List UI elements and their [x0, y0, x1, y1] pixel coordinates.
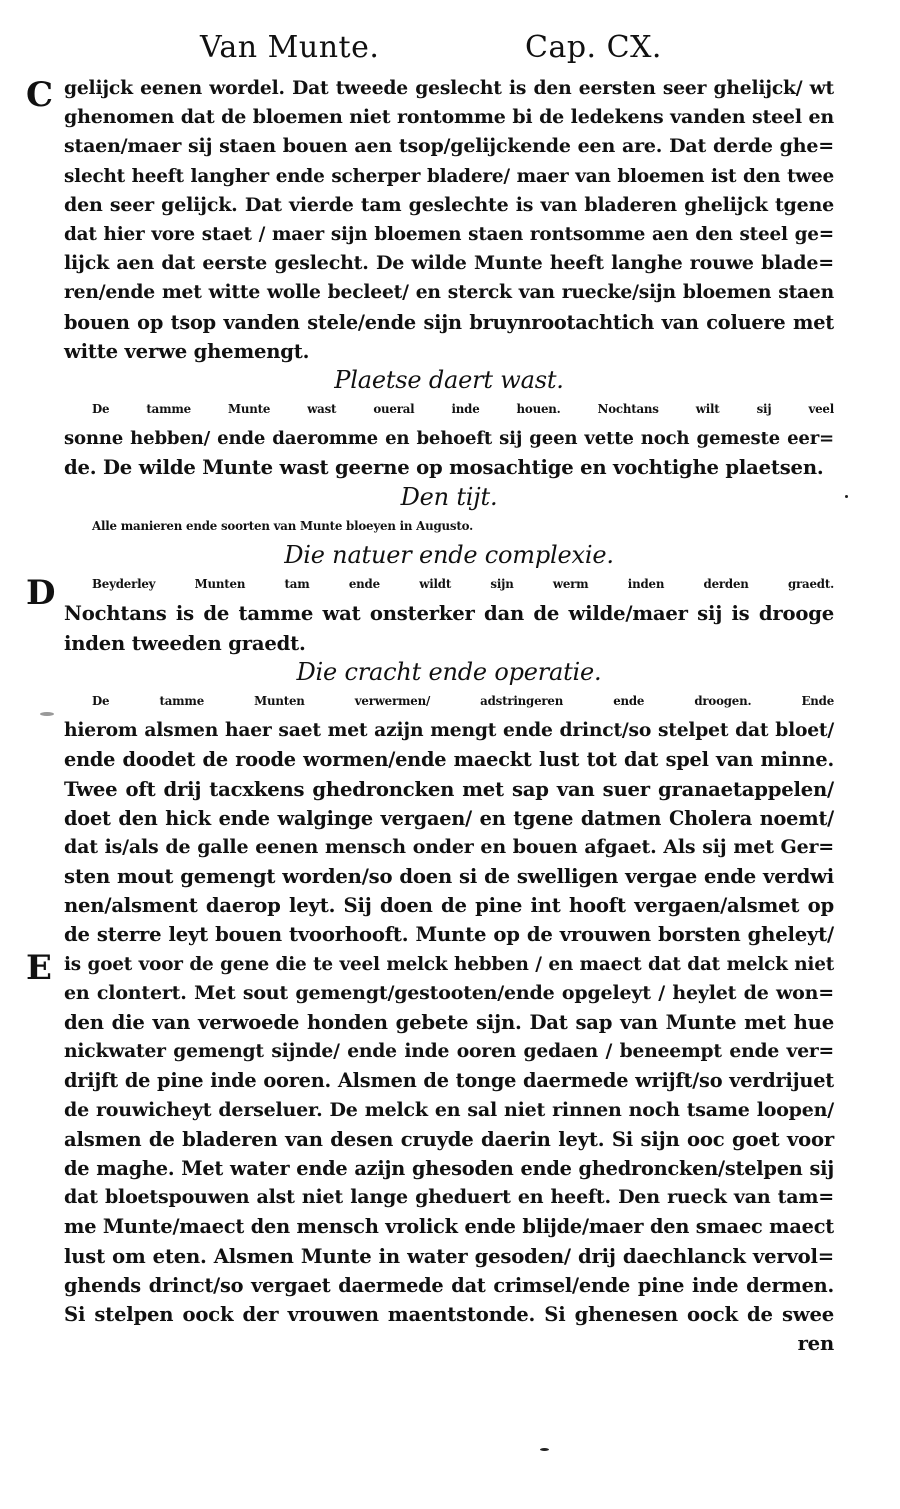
text-line: Nochtans is de tamme wat onsterker dan de wilde/maer sij is drooge	[64, 602, 834, 626]
text-line: de. De wilde Munte wast geerne op mosachtige en vochtighe plaetsen.	[64, 456, 824, 480]
text-line: de rouwicheyt derseluer. De melck en sal niet rinnen noch tsame loopen/	[64, 1098, 834, 1121]
catchword: ren	[797, 1332, 834, 1356]
section-heading-natuer: Die natuer ende complexie.	[284, 541, 614, 569]
text-line: Alle manieren ende soorten van Munte bloeyen in Augusto.	[92, 518, 473, 533]
section-marker-c: C	[26, 75, 54, 115]
ink-speck	[540, 1448, 549, 1451]
text-line: lijck aen dat eerste geslecht. De wilde Munte heeft langhe rouwe blade=	[64, 252, 834, 275]
text-line: sten mout gemengt worden/so doen si de swelligen vergae ende verdwi	[64, 865, 834, 889]
text-line: nickwater gemengt sijnde/ ende inde ooren gedaen / beneempt ende ver=	[64, 1040, 834, 1063]
text-line: Twee oft drij tacxkens ghedroncken met sap van suer granaetappelen/	[64, 777, 834, 801]
text-line: staen/maer sij staen bouen aen tsop/gelijckende een are. Dat derde ghe=	[64, 135, 834, 158]
text-line: hierom alsmen haer saet met azijn mengt ende drinct/so stelpet dat bloet/	[64, 719, 834, 742]
text-line: ghenomen dat de bloemen niet rontomme bi de ledekens vanden steel en	[64, 106, 834, 129]
text-line: en clontert. Met sout gemengt/gestooten/ende opgeleyt / heylet de won=	[64, 981, 834, 1004]
text-line: gelijck eenen wordel. Dat tweede geslecht is den eersten seer ghelijck/ wt	[64, 77, 834, 99]
text-line: bouen op tsop vanden stele/ende sijn bruynrootachtich van coluere met	[64, 310, 834, 334]
section-heading-tijt: Den tijt.	[400, 482, 498, 511]
section-heading-plaetse: Plaetse daert wast.	[334, 365, 564, 394]
text-line: dat bloetspouwen alst niet lange gheduert en heeft. Den rueck van tam=	[64, 1186, 834, 1209]
ink-speck	[845, 495, 848, 498]
text-line: Beyderley Munten tam ende wildt sijn werm inden derden graedt.	[92, 577, 834, 592]
body-text	[64, 74, 834, 1358]
text-line: den die van verwoede honden gebete sijn. Dat sap van Munte met hue	[64, 1011, 834, 1034]
text-line: de maghe. Met water ende azijn ghesoden ende ghedroncken/stelpen sij	[64, 1156, 834, 1180]
text-line: de sterre leyt bouen tvoorhooft. Munte op de vrouwen borsten gheleyt/	[64, 923, 834, 947]
text-line: sonne hebben/ ende daeromme en behoeft sij geen vette noch gemeste eer=	[64, 428, 834, 450]
text-line: ghends drinct/so vergaet daermede dat crimsel/ende pine inde dermen.	[64, 1273, 834, 1297]
text-line: De tamme Munten verwermen/ adstringeren ende droogen. Ende	[92, 693, 834, 708]
text-line: inden tweeden graedt.	[64, 631, 306, 655]
section-marker-e: E	[26, 948, 52, 988]
text-line: ren/ende met witte wolle becleet/ en sterck van ruecke/sijn bloemen staen	[64, 281, 834, 304]
text-line: nen/alsment daerop leyt. Sij doen de pine int hooft vergaen/alsmet op	[64, 894, 834, 918]
text-line: ende doodet de roode wormen/ende maeckt lust tot dat spel van minne.	[64, 748, 834, 772]
text-line: alsmen de bladeren van desen cruyde daerin leyt. Si sijn ooc goet voor	[64, 1127, 834, 1151]
running-head	[0, 30, 900, 70]
page-title: Van Munte.	[200, 30, 380, 65]
text-line: Si stelpen oock der vrouwen maentstonde. Si ghenesen oock de swee	[64, 1302, 834, 1326]
chapter-number: Cap. CX.	[525, 30, 662, 65]
text-line: drijft de pine inde ooren. Alsmen de tonge daermede wrijft/so verdrijuet	[64, 1069, 834, 1093]
text-line: is goet voor de gene die te veel melck hebben / en maect dat dat melck niet	[64, 953, 834, 975]
text-line: De tamme Munte wast oueral inde houen. Nochtans wilt sij veel	[92, 402, 834, 417]
text-line: dat is/als de galle eenen mensch onder en bouen afgaet. Als sij met Ger=	[64, 835, 834, 858]
text-line: witte verwe ghemengt.	[64, 339, 310, 363]
text-line: slecht heeft langher ende scherper bladere/ maer van bloemen ist den twee	[64, 165, 834, 187]
text-line: lust om eten. Alsmen Munte in water gesoden/ drij daechlanck vervol=	[64, 1244, 834, 1268]
text-line: doet den hick ende walginge vergaen/ en tgene datmen Cholera noemt/	[64, 806, 834, 830]
section-heading-cracht: Die cracht ende operatie.	[296, 657, 602, 686]
text-line: den seer gelijck. Dat vierde tam geslechte is van bladeren ghelijck tgene	[64, 193, 834, 216]
ink-smudge	[40, 712, 54, 716]
text-line: dat hier vore staet / maer sijn bloemen staen rontsomme aen den steel ge=	[64, 223, 834, 245]
text-line: me Munte/maect den mensch vrolick ende blijde/maer den smaec maect	[64, 1215, 834, 1239]
section-marker-d: D	[26, 573, 56, 613]
